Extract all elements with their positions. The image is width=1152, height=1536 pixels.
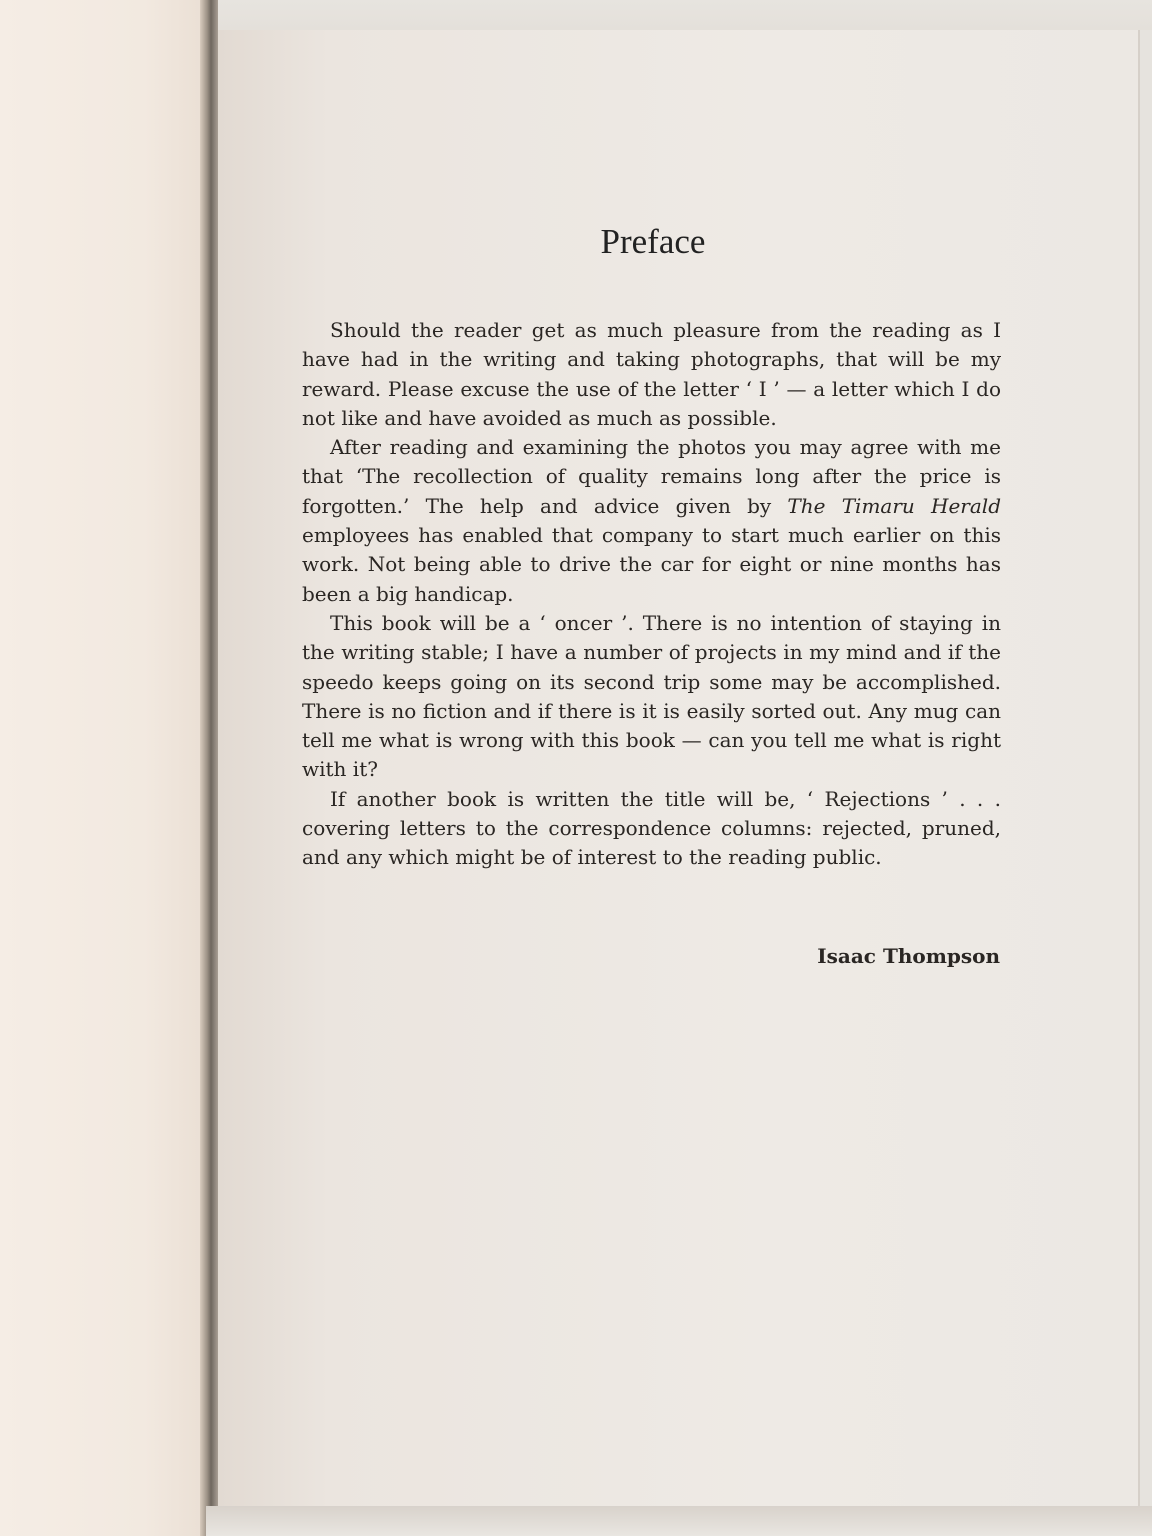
paragraph-3: This book will be a ‘ oncer ’. There is no intention of staying in the writing stable; I have a number of projects in my mind and if the speedo keeps going on its second trip some may be accomplished. There is no fiction and if there is it is easily sorted out. Any mug can tell me what is wrong with this book — can you tell me what is right with it? — [302, 610, 1001, 782]
left-facing-page — [0, 0, 206, 1536]
paragraph-2-middle: recollection of quality remains long after the price is forgotten.’ The help and advice given by — [302, 464, 1002, 518]
preface-body — [302, 316, 1001, 873]
author-signature: Isaac Thompson — [817, 944, 1000, 968]
page-bottom-edge — [206, 1506, 1152, 1536]
paragraph-2-tail: employees has enabled that company to start much earlier on this work. Not being able to drive the car for eight or nine months has been a big handicap. — [302, 523, 1001, 606]
publication-name: The Timaru Herald — [787, 493, 1001, 518]
paragraph-4: If another book is written the title will be, ‘ Rejections ’ . . . covering letters to the correspondence columns: rejected, pruned, and any which might be of interest to the reading public. — [302, 786, 1001, 870]
book-gutter — [200, 0, 220, 1536]
page-title: Preface — [600, 222, 706, 261]
paragraph-2 — [302, 433, 1001, 609]
paragraph-2-lead: After reading and examining the photos you may agree with me that ‘The — [302, 435, 1001, 489]
paragraph-1: Should the reader get as much pleasure from the reading as I have had in the writing and taking photographs, that will be my reward. Please excuse the use of the letter ‘ I ’ — a letter which I do not like and have avoided as much as possible. — [302, 318, 1001, 430]
page-top-edge — [218, 0, 1152, 30]
